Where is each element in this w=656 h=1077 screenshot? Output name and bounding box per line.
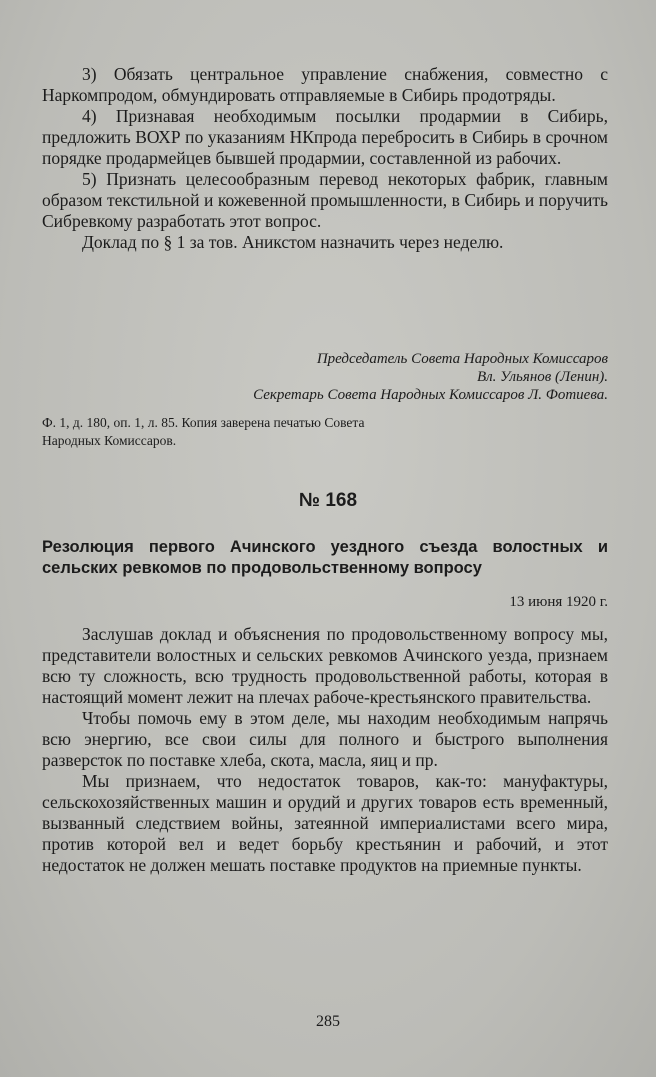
page-number: 285 xyxy=(316,1013,340,1030)
signature-chairman-title: Председатель Совета Народных Комиссаров xyxy=(316,351,608,367)
paragraph-item-5: 5) Признать целесообразным перевод некоторых фабрик, главным образом текстильной и кожевенной промышленности, в Сибирь и поручить Сибревкому разработать этот вопрос. xyxy=(42,169,608,231)
document-number: № 168 xyxy=(298,490,358,511)
signature-block xyxy=(188,350,608,404)
body-section xyxy=(42,624,608,876)
body-paragraph: Заслушав доклад и объяснения по продовольственному вопросу мы, представители волостных и сельских ревкомов Ачинского уезда, признаем всю ту сложность, всю трудность продовольственной работы, которая в настоящий момент лежит на плечах рабоче-крестьянского правительства. xyxy=(42,624,608,707)
body-paragraph: Мы признаем, что недостаток товаров, как-то: мануфактуры, сельскохозяйственных машин и орудий и других товаров есть временный, вызванный следствием войны, затеянной империалистами всего мира, против которой вел и ведет борьбу крестьянин и рабочий, и этот недостаток не должен мешать поставке продуктов на приемные пункты. xyxy=(42,771,608,875)
signature-secretary: Секретарь Совета Народных Комиссаров Л. Фотиева. xyxy=(253,387,608,403)
archive-note: Ф. 1, д. 180, оп. 1, л. 85. Копия заверена печатью Совета Народных Комиссаров. xyxy=(42,415,365,448)
paragraph-item-4: 4) Признавая необходимым посылки продармии в Сибирь, предложить ВОХР по указаниям НКпрода перебросить в Сибирь в срочном порядке продармейцев бывшей продармии, составленной из рабочих. xyxy=(42,106,608,168)
body-paragraph: Чтобы помочь ему в этом деле, мы находим необходимым напрячь всю энергию, все свои силы для полного и быстрого выполнения разверсток по поставке хлеба, скота, масла, яиц и пр. xyxy=(42,708,608,770)
paragraph-item-3: 3) Обязать центральное управление снабжения, совместно с Наркомпродом, обмундировать отправляемые в Сибирь продотряды. xyxy=(42,64,608,105)
signature-chairman-name: Вл. Ульянов (Ленин). xyxy=(476,369,608,385)
top-section xyxy=(42,64,608,253)
document-title: Резолюция первого Ачинского уездного съезда волостных и сельских ревкомов по продовольственному вопросу xyxy=(42,538,608,577)
document-date: 13 июня 1920 г. xyxy=(509,594,608,610)
report-paragraph: Доклад по § 1 за тов. Аникстом назначить через неделю. xyxy=(82,232,504,252)
